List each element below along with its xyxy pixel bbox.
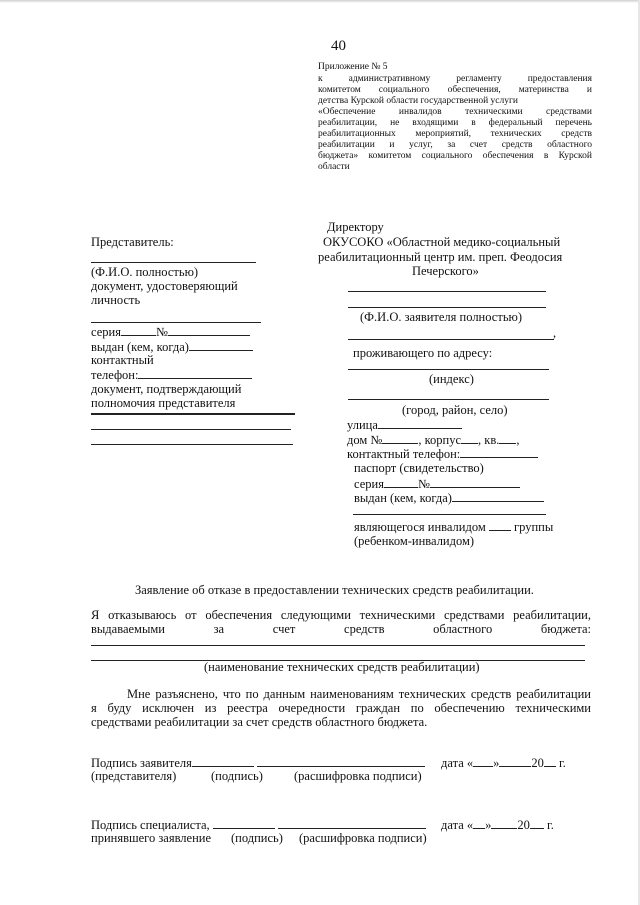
applicant-fio-line <box>348 291 546 292</box>
applicant-fio-caption: (Ф.И.О. заявителя полностью) <box>360 310 523 324</box>
street-label: улица <box>347 418 378 432</box>
signature-caption: (подпись) <box>231 831 283 845</box>
authority-line <box>91 429 291 430</box>
date-quote: » <box>493 756 500 770</box>
invalid-field <box>354 519 553 535</box>
specialist-date-field <box>441 817 554 833</box>
appendix-line: области <box>318 162 350 172</box>
addressee-org-line: Печерского» <box>412 264 479 278</box>
appendix-line: детства Курской области государственной услуги <box>318 96 518 106</box>
explain-line: я буду исключен из реестра очередности граждан по обеспечению техническими <box>91 701 591 715</box>
appendix-line: бюджета» комитетом социального обеспечения в Курской <box>318 151 592 161</box>
refuse-line: выдаваемыми за счет средств областного бюджета: <box>91 622 591 636</box>
number-blank[interactable] <box>430 476 520 488</box>
rep-phone-blank[interactable] <box>138 367 252 379</box>
signature-caption: (подпись) <box>211 769 263 783</box>
date-day-blank[interactable] <box>473 817 485 829</box>
appendix-line: комитетом социального обеспечения, материнства и <box>318 85 592 95</box>
address-line <box>348 399 549 400</box>
year-blank[interactable] <box>544 755 556 767</box>
year-suffix: г. <box>547 818 554 832</box>
house-blank[interactable] <box>382 432 418 444</box>
addressee-org-line: ОКУСОКО «Областной медико-социальный <box>323 235 561 249</box>
rep-issued-label: выдан (кем, когда) <box>91 340 189 354</box>
applicant-fio-line <box>348 339 554 340</box>
accepted-label: принявшего заявление <box>91 831 212 845</box>
corpus-label: , корпус <box>418 433 462 447</box>
scan-edge-top <box>0 0 640 3</box>
date-month-blank[interactable] <box>491 817 517 829</box>
specialist-signature-label: Подпись специалиста, <box>91 818 210 832</box>
appendix-line: реабилитации и услуг, за счет средств областного <box>318 140 592 150</box>
rep-number-blank[interactable] <box>168 324 250 336</box>
house-label: дом № <box>347 433 383 447</box>
decoding-caption: (расшифровка подписи) <box>299 831 427 845</box>
issued-label: выдан (кем, когда) <box>354 491 452 505</box>
applicant-signature-blank[interactable] <box>192 755 254 767</box>
representative-phone-field <box>91 367 252 383</box>
address-line <box>348 369 549 370</box>
appendix-line: реабилитации, не входящими в федеральный перечень <box>318 118 592 128</box>
rep-phone-label: телефон: <box>91 368 139 382</box>
decoding-caption: (расшифровка подписи) <box>294 769 422 783</box>
apt-blank[interactable] <box>499 432 516 444</box>
city-caption: (город, район, село) <box>402 403 508 417</box>
tsr-caption: (наименование технических средств реабилитации) <box>204 660 480 674</box>
rep-number-label: № <box>155 325 168 339</box>
house-field: дом № , корпус , кв. , <box>347 433 520 447</box>
specialist-decoding-blank[interactable] <box>278 817 426 829</box>
representative-doc-label: документ, удостоверяющий <box>91 279 238 293</box>
year-prefix: 20 <box>531 756 544 770</box>
authority-line <box>91 444 293 445</box>
appendix-title: Приложение № 5 <box>318 62 388 72</box>
representative-fio-caption: (Ф.И.О. полностью) <box>91 265 199 279</box>
representative-fio-line <box>91 262 256 263</box>
date-label: дата « <box>441 818 474 832</box>
series-blank[interactable] <box>384 476 418 488</box>
statement-title: Заявление об отказе в предоставлении технических средств реабилитации. <box>135 583 534 597</box>
year-suffix: г. <box>559 756 566 770</box>
date-month-blank[interactable] <box>499 755 531 767</box>
group-label: группы <box>514 520 554 534</box>
representative-contact-label: контактный <box>91 353 154 367</box>
comma-mark: , <box>553 326 557 340</box>
passport-issued-field <box>354 490 544 506</box>
street-field <box>347 417 462 433</box>
representative-authority-label: полномочия представителя <box>91 396 236 410</box>
series-label: серия <box>354 477 384 491</box>
specialist-signature-blank[interactable] <box>213 817 275 829</box>
applicant-fio-line <box>348 307 546 308</box>
group-blank[interactable] <box>489 519 511 531</box>
explain-line: средствами реабилитации за счет средств областного бюджета. <box>91 715 428 729</box>
representative-identity-label: личность <box>91 293 141 307</box>
explain-line: Мне разъяснено, что по данным наименованиям технических средств реабилитации <box>127 687 591 701</box>
representative-title: Представитель: <box>91 235 174 249</box>
rep-issued-blank[interactable] <box>189 339 253 351</box>
phone-blank[interactable] <box>460 446 538 458</box>
appendix-text <box>318 74 592 173</box>
applicant-decoding-blank[interactable] <box>257 755 425 767</box>
issued-blank[interactable] <box>452 490 544 502</box>
apt-label: , кв. <box>478 433 500 447</box>
index-caption: (индекс) <box>429 372 474 386</box>
year-prefix: 20 <box>517 818 530 832</box>
addressee-position: Директору <box>327 220 384 234</box>
refuse-line: Я отказываюсь от обеспечения следующими техническими средствами реабилитации, <box>91 608 591 622</box>
phone-field <box>347 446 538 462</box>
child-invalid-label: (ребенком-инвалидом) <box>354 534 475 548</box>
applicant-signature-label: Подпись заявителя <box>91 756 192 770</box>
date-quote: » <box>485 818 492 832</box>
appendix-line: «Обеспечение инвалидов техническими средствами <box>318 107 592 117</box>
phone-label: контактный телефон: <box>347 447 461 461</box>
authority-line <box>91 413 295 415</box>
rep-series-label: серия <box>91 325 121 339</box>
addressee-org-line: реабилитационный центр им. преп. Феодосия <box>318 250 563 264</box>
street-blank[interactable] <box>378 417 462 429</box>
corpus-blank[interactable] <box>461 432 478 444</box>
representative-series-field <box>91 324 250 340</box>
tsr-line <box>91 645 585 646</box>
representative-doc-auth-label: документ, подтверждающий <box>91 382 242 396</box>
date-day-blank[interactable] <box>473 755 493 767</box>
representative-signature-label: (представителя) <box>91 769 177 783</box>
page-number: 40 <box>331 38 346 54</box>
invalid-label: являющегося инвалидом <box>354 520 486 534</box>
number-label: № <box>417 477 430 491</box>
residing-label: проживающего по адресу: <box>353 346 493 360</box>
representative-doc-line <box>91 322 261 323</box>
appendix-line: реабилитационных мероприятий, технических средств <box>318 129 592 139</box>
passport-label: паспорт (свидетельство) <box>354 461 484 475</box>
issued-line <box>353 514 546 515</box>
applicant-date-field <box>441 755 566 771</box>
date-label: дата « <box>441 756 474 770</box>
appendix-line: к административному регламенту предоставления <box>318 74 592 84</box>
year-blank[interactable] <box>530 817 544 829</box>
rep-series-blank[interactable] <box>121 324 156 336</box>
